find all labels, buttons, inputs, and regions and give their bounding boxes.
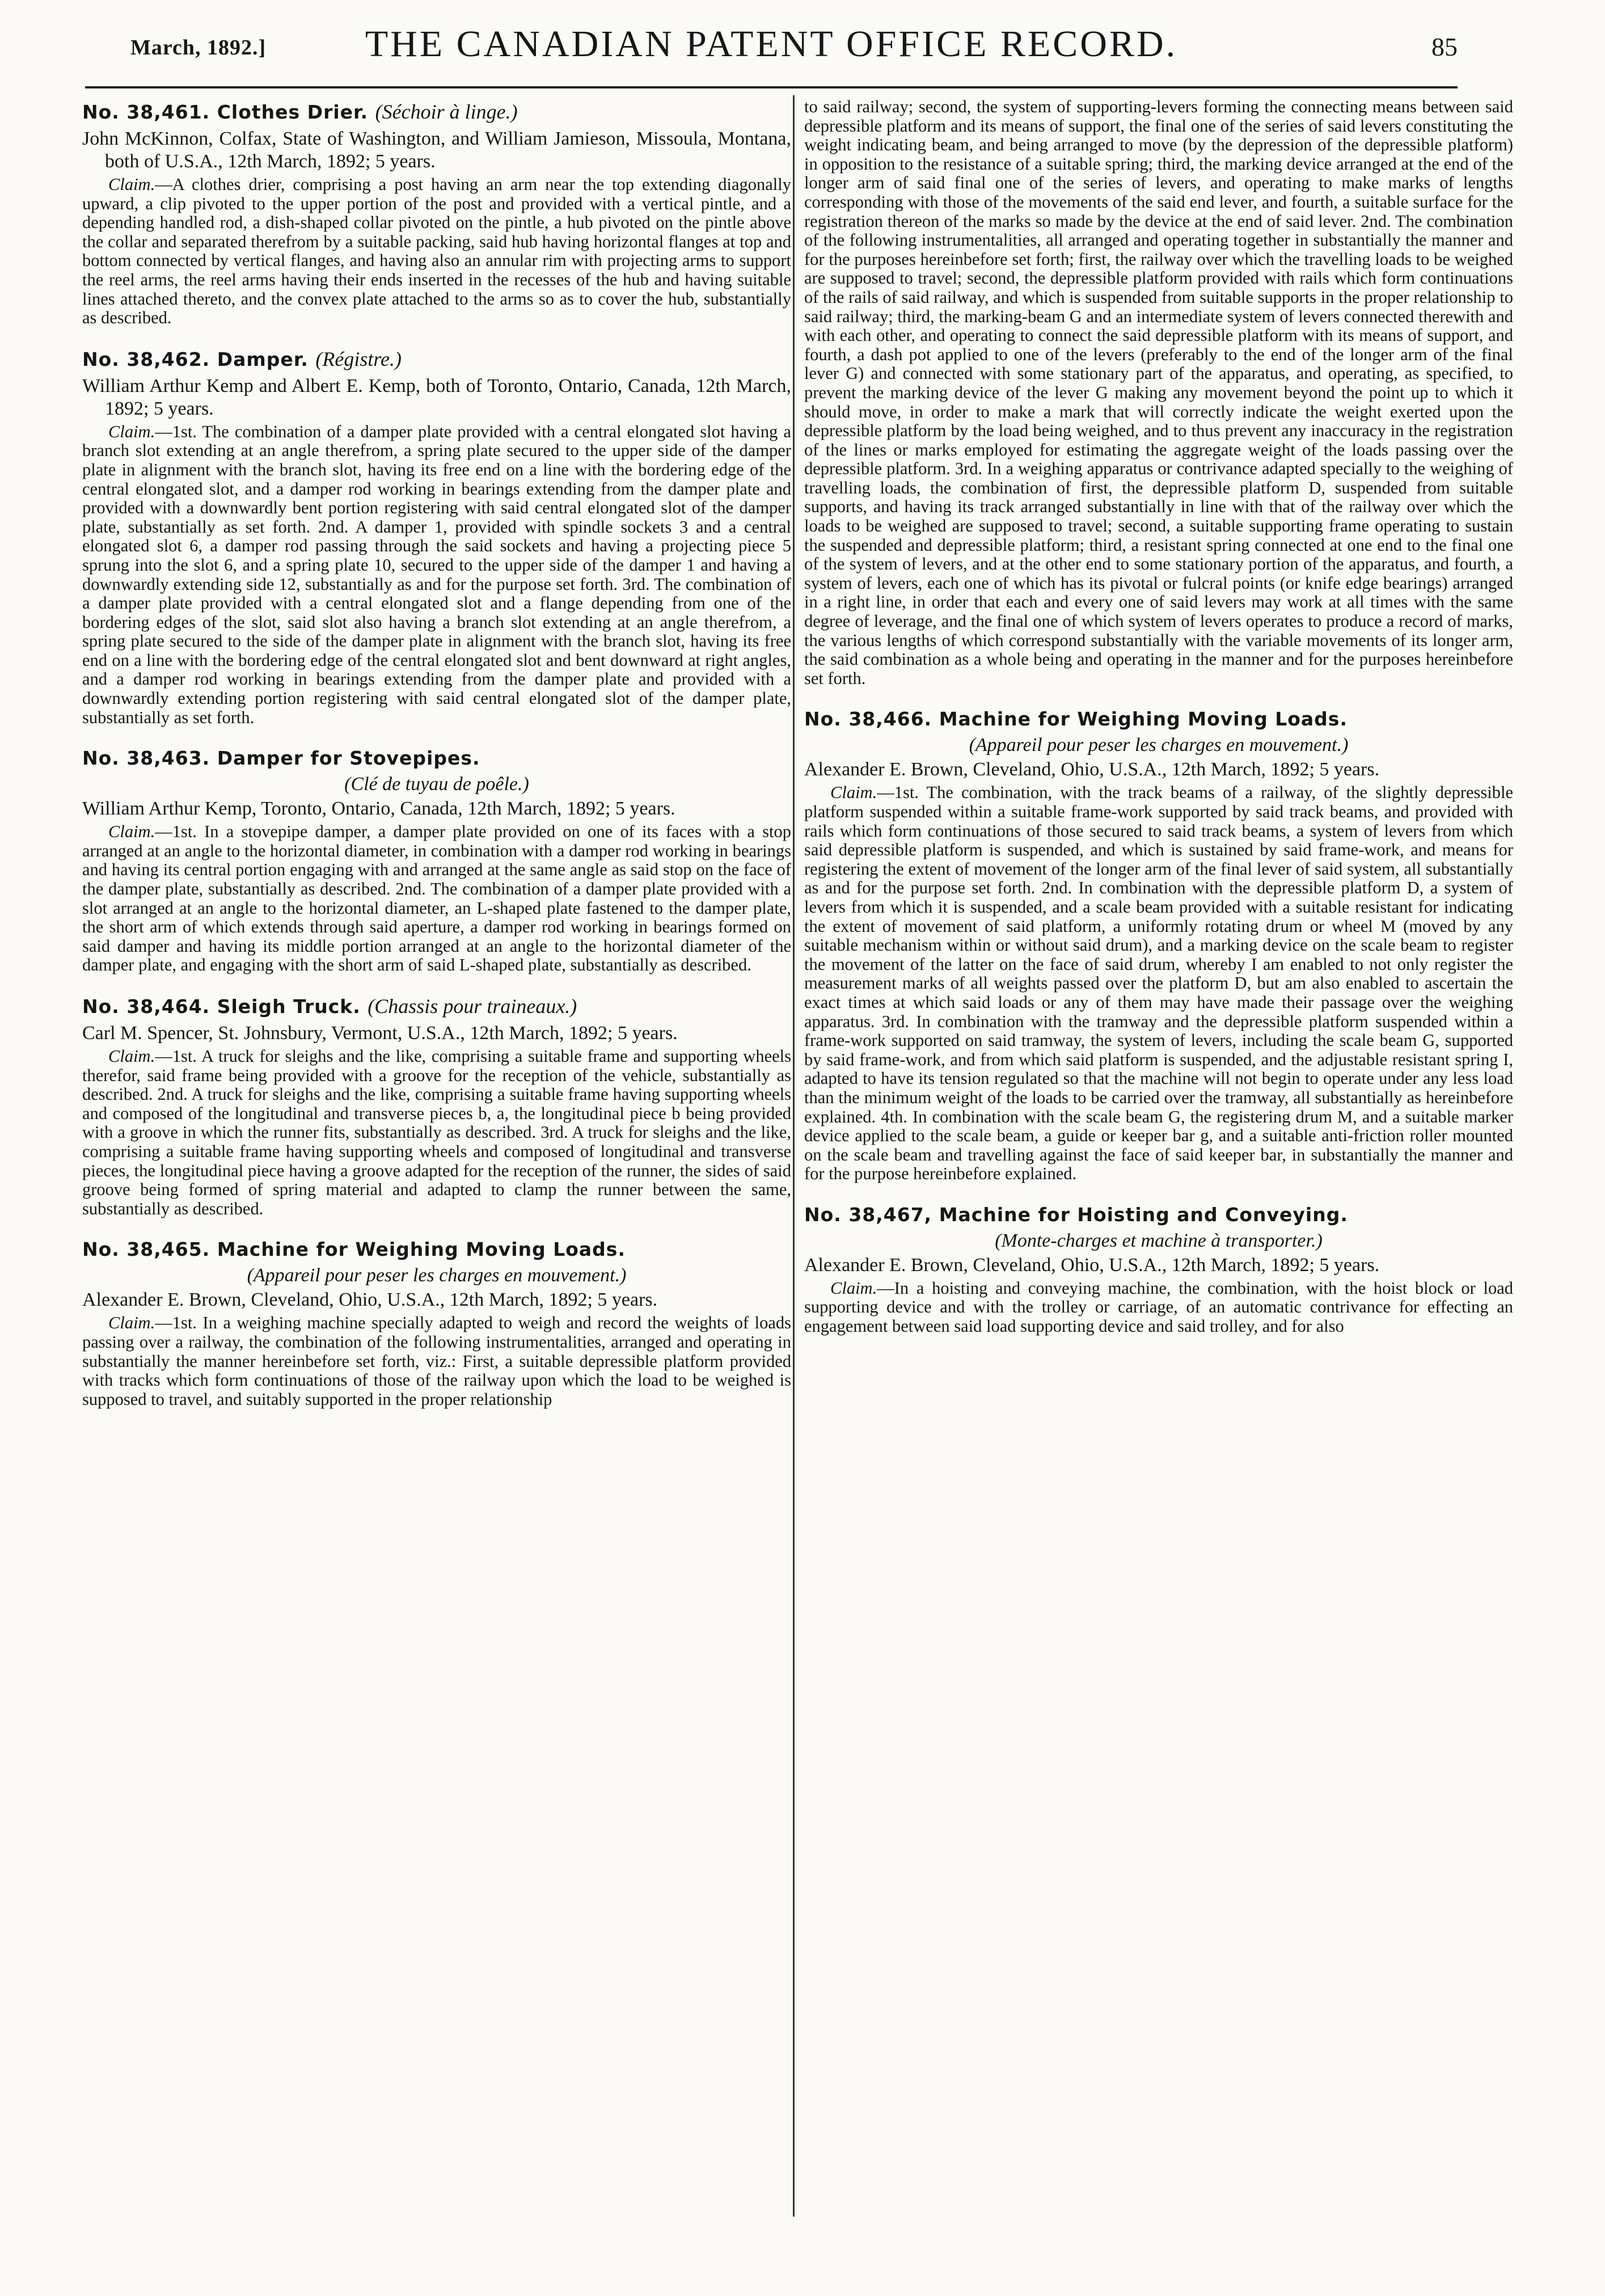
claim-body: —A clothes drier, comprising a post having an arm near the top extending diagonally upward, a clip pivoted to the upper portion of the post and provided with a vertical pintle, and a depending handled rod, a dish-shaped collar pivoted on the pintle, a hub pivoted on the pintle above the collar and separated therefrom by a suitable packing, said hub having horizontal flanges at top and bottom connected by vertical flanges, and having also an annular rim with projecting arms to support the reel arms, the reel arms having their ends inserted in the recesses of the hub and having suitable lines attached thereto, and the convex plate attached to the arms so as to cover the hub, substantially as described. [82,175,791,328]
patent-title: Damper for Stovepipes. [217,747,480,770]
patent-entry-38466 [804,705,1513,1183]
claim-label: Claim. [108,1046,155,1066]
entry-heading [82,345,791,374]
patent-entry-38464 [82,992,791,1218]
patent-number: No. 38,463. [82,747,210,770]
header-rule [85,86,1458,88]
claim-text [82,423,791,728]
inventor-line: Carl M. Spencer, St. Johnsbury, Vermont, U.S.A., 12th March, 1892; 5 years. [82,1023,678,1044]
claim-body: —1st. In a stovepipe damper, a damper plate provided on one of its faces with a stop arranged at an angle to the horizontal diameter, in combination with a damper rod working in bearings and having its central portion engaging with and arranged at the same angle as said stop on the face of the damper plate, substantially as described. 2nd. The combination of a damper plate provided with a slot arranged at an angle to the horizontal diameter, an L-shaped plate fastened to the damper plate, the short arm of which extends through said aperture, a damper rod working in bearings formed on said damper and having its middle portion arranged at an angle to the horizontal diameter of the damper plate, and engaging with the short arm of said L-shaped plate, substantially as described. [82,822,791,975]
claim-text [82,1047,791,1218]
patent-entry-38462 [82,345,791,728]
inventor-line: William Arthur Kemp and Albert E. Kemp, both of Toronto, Ontario, Canada, 12th March, 1892; 5 years. [82,375,791,419]
patent-number: No. 38,465. [82,1238,210,1261]
patent-number: No. 38,461. [82,101,210,123]
patent-title: Clothes Drier. [217,101,369,123]
claim-body: —In a hoisting and conveying machine, the combination, with the hoist block or load supporting device and with the trolley or carriage, of an automatic contrivance for effecting an engagement between said load supporting device and said trolley, and for also [804,1278,1513,1336]
page-header [85,23,1458,85]
patent-number: No. 38,462. [82,348,210,370]
french-title: (Clé de tuyau de poêle.) [344,774,529,795]
patent-title: Machine for Weighing Moving Loads. [217,1238,626,1261]
inventor-line: William Arthur Kemp, Toronto, Ontario, Canada, 12th March, 1892; 5 years. [82,798,675,820]
right-column [804,98,1513,1353]
patent-number: No. 38,467, [804,1203,932,1226]
entry-heading [804,705,1513,733]
claim-text [804,783,1513,1183]
patent-title: Machine for Weighing Moving Loads. [939,708,1348,731]
issue-date: March, 1892.] [130,36,267,60]
french-title: (Régistre.) [315,347,402,370]
claim-body: —1st. A truck for sleighs and the like, comprising a suitable frame and supporting wheels therefor, said frame being provided with a groove for the reception of the vehicle, substantially as described. 2nd. A truck for sleighs and the like, comprising a suitable frame having supporting wheels and composed of the longitudinal and transverse pieces b, a, the longitudinal piece b being provided with a groove in which the runner fits, substantially as described. 3rd. A truck for sleighs and the like, comprising a suitable frame having supporting wheels and composed of longitudinal and transverse pieces, the longitudinal piece having a groove adapted for the reception of the runner, the sides of said groove being formed of spring material and adapted to clamp the runner between the same, substantially as described. [82,1046,791,1218]
inventor-line: Alexander E. Brown, Cleveland, Ohio, U.S.A., 12th March, 1892; 5 years. [804,1254,1380,1276]
claim-text [82,175,791,328]
claim-label: Claim. [108,822,155,842]
french-title: (Appareil pour peser les charges en mouvement.) [247,1265,627,1286]
claim-label: Claim. [108,421,155,441]
patent-entry-38465 [82,1235,791,1409]
claim-body: —1st. The combination of a damper plate provided with a central elongated slot having a branch slot extending at an angle therefrom, a spring plate secured to the upper side of the damper plate in alignment with the branch slot, having its free end on a line with the bordering edge of the central elongated slot, and a damper rod working in bearings extending from the damper plate and provided with a downwardly bent portion registering with said central elongated slot of the damper plate, substantially as set forth. 2nd. A damper 1, provided with spindle sockets 3 and a central elongated slot 6, a damper rod passing through the said sockets and having a projecting piece 5 sprung into the slot 6, and a spring plate 10, secured to the upper side of the damper 1 and having a downwardly extending side 12, substantially as and for the purpose set forth. 3rd. The combination of a damper plate provided with a central elongated slot and a flange depending from one of the bordering edges of the slot, said slot also having a branch slot extending at an angle therefrom, a spring plate secured to the side of the damper plate in alignment with the branch slot, having its free end on a line with the bordering edge of the central elongated slot and bent downward at right angles, and a damper rod working in bearings extending from the damper plate and provided with a downwardly extending portion registering with said central elongated slot of the damper plate, substantially as set forth. [82,421,791,727]
claim-body: —1st. The combination, with the track beams of a railway, of the slightly depressible platform suspended within a suitable frame-work supported by said track beams, and provided with rails which form continuations of those secured to said track beams, a system of levers from which said depressible platform is suspended, and which is sustained by said frame-work, and means for registering the extent of movement of the longer arm of the final lever of said system, all substantially as and for the purpose set forth. 2nd. In combination with the depressible platform D, a system of levers from which it is suspended, and a scale beam provided with a suitable resistant for indicating the extent of movement of said platform, a uniformly rotating drum or wheel M (moved by any suitable mechanism within or without said drum), and a marking device on the scale beam to register the movement of the latter on the face of said drum, whereby I am enabled to not only register the measurement marks of all weights passed over the platform D, but am also enabled to ascertain the exact times at which said loads or any of them may have made their passage over the weighing apparatus. 3rd. In combination with the tramway and the depressible platform suspended within a frame-work supported on said tramway, the system of levers, including the scale beam G, supported by said frame-work, and from which said platform is suspended, and the adjustable resistant spring I, adapted to have its tension regulated so that the machine will not begin to operate under any less load than the minimum weight of the loads to be carried over the tramway, all substantially as hereinbefore explained. 4th. In combination with the scale beam G, the registering drum M, and a suitable marker device applied to the scale beam, a guide or keeper bar g, and a suitable anti-friction roller mounted on the scale beam and travelling against the face of said keeper bar, in substantially the manner and for the purpose hereinbefore explained. [804,783,1513,1184]
claim-text [804,1279,1513,1336]
french-title: (Monte-charges et machine à transporter.) [995,1230,1323,1251]
inventor-line: John McKinnon, Colfax, State of Washington, and William Jamieson, Missoula, Montana, both of U.S.A., 12th March, 1892; 5 years. [82,128,791,172]
french-title: (Séchoir à linge.) [375,100,518,123]
claim-text [82,1314,791,1409]
entry-heading [804,1201,1513,1229]
patent-entry-38463 [82,744,791,975]
patent-number: No. 38,466. [804,708,932,731]
entry-heading [82,992,791,1021]
page-number: 85 [1431,32,1458,61]
column-divider [793,95,795,2217]
claim-continuation: to said railway; second, the system of supporting-levers forming the connecting means between said depressible platform and its means of support, the final one of the series of said levers constituting the weight indicating beam, and being arranged to move (by the depression of the depressible platform) in opposition to the resistance of a suitable spring; third, the marking device arranged at the end of the longer arm of said final one of the series of levers, and operating to make marks of lengths corresponding with those of the movements of the said end lever, and fourth, a suitable surface for the registration thereon of the marks so made by the device at the end of said lever. 2nd. The combination of the following instrumentalities, all arranged and operating together in substantially the manner and for the purposes hereinbefore set forth; first, the railway over which the travelling loads to be weighed are supposed to travel; second, the depressible platform provided with rails which form continuations of the rails of said railway, and which is suspended from suitable supports in the proper relationship to said railway; third, the marking-beam G and an intermediate system of levers connected therewith and with each other, and operating to connect the said depressible platform with its means of support, and fourth, a dash pot applied to one of the levers (preferably to the end of the longer arm of the final lever G) and connected with some stationary part of the apparatus, and operating, as specified, to prevent the marking device of the lever G making any movement beyond the point up to which it should move, in order to make a mark that will correctly indicate the weight exerted upon the depressible platform by the load being weighed, and to thus prevent any inaccuracy in the registration of the lines or marks employed for estimating the aggregate weight of the loads passing over the depressible platform. 3rd. In a weighing apparatus or contrivance adapted specially to the weighing of travelling loads, the combination of first, the depressible platform D, suspended from suitable supports, and having its track arranged substantially in line with that of the railway over which the loads to be weighed are supposed to travel; second, a suitable supporting frame operating to sustain the suspended and depressible platform; third, a resistant spring connected at one end to the final one of the system of levers, and at the other end to some stationary portion of the apparatus, and fourth, a system of levers, each one of which has its pivotal or fulcral points (or knife edge bearings) arranged in a right line, in order that each and every one of said levers may work at all times with the same degree of leverage, and the final one of which system of levers operates to produce a record of marks, the various lengths of which correspond substantially with the variable movements of its longer arm, the said combination as a whole being and operating in the manner and for the purposes hereinbefore set forth. [804,97,1513,688]
entry-heading [82,1235,791,1264]
claim-label: Claim. [830,1278,877,1298]
patent-number: No. 38,464. [82,995,210,1018]
patent-entry-38467 [804,1201,1513,1336]
left-column [82,98,791,1426]
patent-title: Machine for Hoisting and Conveying. [939,1203,1348,1226]
french-title: (Chassis pour traineaux.) [368,995,577,1018]
patent-title: Damper. [217,348,309,370]
claim-label: Claim. [108,175,155,194]
claim-body: —1st. In a weighing machine specially adapted to weigh and record the weights of loads passing over a railway, the combination of the following instrumentalities, arranged and operating in substantially the manner hereinbefore set forth, viz.: First, a suitable depressible platform provided with tracks which form continuations of those of the railway upon which the load to be weighed is supposed to travel, and suitably supported in the proper relationship [82,1313,791,1409]
patent-title: Sleigh Truck. [217,995,361,1018]
inventor-line: Alexander E. Brown, Cleveland, Ohio, U.S.A., 12th March, 1892; 5 years. [82,1289,658,1311]
claim-label: Claim. [830,783,877,803]
patent-entry-38461 [82,98,791,328]
entry-heading [82,98,791,126]
publication-title: THE CANADIAN PATENT OFFICE RECORD. [365,23,1178,65]
claim-label: Claim. [108,1313,155,1333]
french-title: (Appareil pour peser les charges en mouvement.) [969,735,1349,756]
entry-heading [82,744,791,773]
claim-text [82,822,791,975]
inventor-line: Alexander E. Brown, Cleveland, Ohio, U.S.A., 12th March, 1892; 5 years. [804,759,1380,780]
